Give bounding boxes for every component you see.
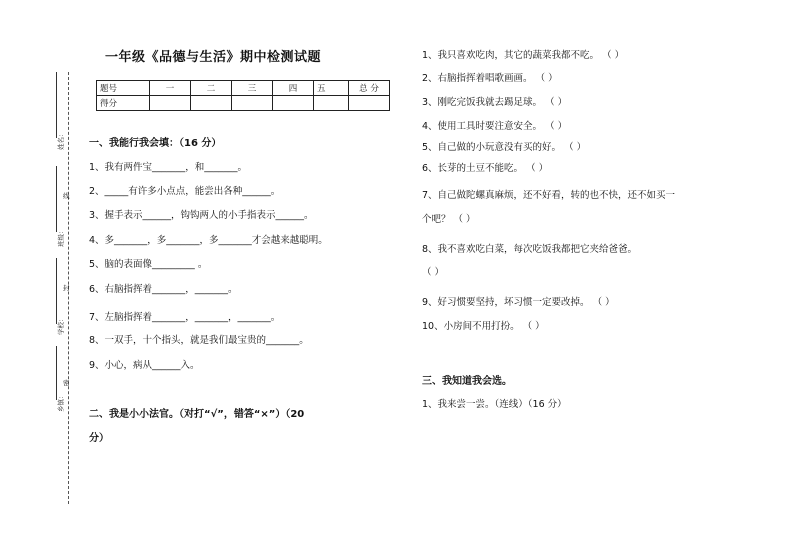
choice-question: 1、我来尝一尝。（连线）（16 分） <box>422 399 567 410</box>
fill-question: 5、脑的表面像_________ 。 <box>89 259 208 270</box>
judge-question: 10、小房间不用打扮。 （ ） <box>422 321 545 332</box>
name-blank[interactable] <box>56 72 57 138</box>
score-header-cell: 一 <box>150 81 191 96</box>
score-table <box>96 80 390 111</box>
class-blank[interactable] <box>56 166 57 232</box>
score-header-cell: 四 <box>273 81 314 96</box>
judge-question: 2、右脑指挥着唱歌画画。 （ ） <box>422 73 558 84</box>
score-header-cell: 总 分 <box>349 81 390 96</box>
name-label: 姓名： <box>57 130 65 150</box>
section2-heading-cont: 分） <box>89 433 109 444</box>
seal-mark-line: 线 <box>63 192 70 200</box>
fill-question: 7、左脑指挥着_______，_______，_______。 <box>89 312 281 323</box>
judge-question: 3、刚吃完饭我就去踢足球。 （ ） <box>422 97 568 108</box>
fill-question: 2、_____有许多小点点，能尝出各种______。 <box>89 186 281 197</box>
fill-question: 9、小心，病从______入。 <box>89 360 200 371</box>
town-label: 乡镇： <box>57 392 65 412</box>
score-cell[interactable] <box>232 96 273 111</box>
judge-question: 7、自己做陀螺真麻烦，还不好看，转的也不快，还不如买一 <box>422 190 676 201</box>
judge-question: 5、自己做的小玩意没有买的好。 （ ） <box>422 142 587 153</box>
score-cell[interactable] <box>273 96 314 111</box>
class-label: 班级： <box>57 227 65 247</box>
town-blank[interactable] <box>56 346 57 400</box>
section1-heading: 一、我能行我会填：（16 分） <box>89 138 222 149</box>
score-cell[interactable] <box>191 96 232 111</box>
score-header-cell: 二 <box>191 81 232 96</box>
fill-question: 1、我有两件宝_______，和_______。 <box>89 162 248 173</box>
score-header-cell: 五 <box>314 81 349 96</box>
judge-question: 9、好习惯要坚持，坏习惯一定要改掉。 （ ） <box>422 297 615 308</box>
seal-mark-seal: 封 <box>63 284 70 292</box>
score-header-cell: 三 <box>232 81 273 96</box>
score-row-label: 得分 <box>97 96 150 111</box>
judge-question: 1、我只喜欢吃肉，其它的蔬菜我都不吃。 （ ） <box>422 50 625 61</box>
fill-question: 8、一双手，十个指头，就是我们最宝贵的_______。 <box>89 335 309 346</box>
judge-question: 4、使用工具时要注意安全。 （ ） <box>422 121 568 132</box>
page-title: 一年级《品德与生活》期中检测试题 <box>105 50 322 65</box>
fill-question: 3、握手表示______，钩钩两人的小手指表示______。 <box>89 210 314 221</box>
section3-heading: 三、我知道我会选。 <box>422 376 512 387</box>
seal-mark-secret: 密 <box>63 379 70 387</box>
section2-heading: 二、我是小小法官。（对打“√”，错答“×”）（20 <box>89 409 305 420</box>
judge-question: 6、长芽的土豆不能吃。 （ ） <box>422 163 549 174</box>
judge-question: 8、我不喜欢吃白菜，每次吃饭我都把它夹给爸爸。 <box>422 244 638 255</box>
fill-question: 6、右脑指挥着_______，_______。 <box>89 284 238 295</box>
judge-question-cont: （ ） <box>422 267 445 278</box>
score-cell[interactable] <box>349 96 390 111</box>
score-header-cell: 题号 <box>97 81 150 96</box>
school-label: 学校： <box>57 315 65 335</box>
school-blank[interactable] <box>56 258 57 324</box>
score-cell[interactable] <box>314 96 349 111</box>
score-cell[interactable] <box>150 96 191 111</box>
judge-question-cont: 个吧？ （ ） <box>422 214 476 225</box>
fill-question: 4、多_______，多_______，多_______才会越来越聪明。 <box>89 235 328 246</box>
